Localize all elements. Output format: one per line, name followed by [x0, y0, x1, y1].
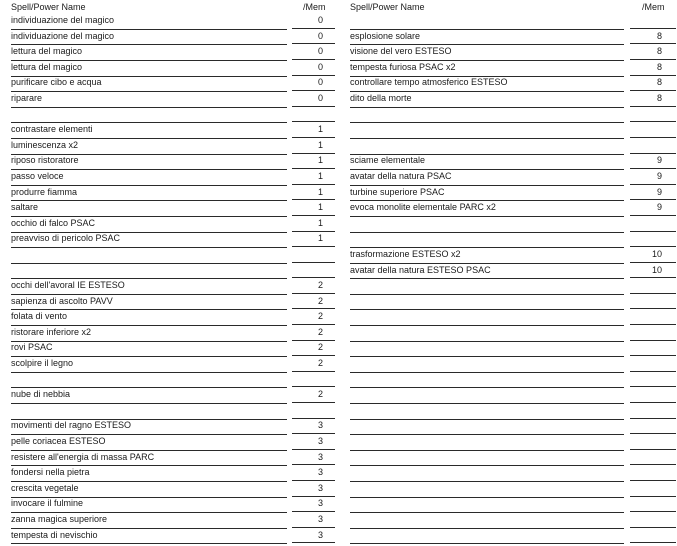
spell-mem-field[interactable]: 0	[292, 14, 335, 29]
spell-mem-field[interactable]: 0	[292, 92, 335, 107]
spell-mem-field[interactable]: 2	[292, 326, 335, 341]
spell-mem-field[interactable]	[630, 341, 676, 356]
spell-name-field[interactable]	[11, 373, 287, 389]
spell-name-field[interactable]: ristorare inferiore x2	[11, 326, 287, 342]
spell-mem-field[interactable]: 1	[292, 201, 335, 216]
spell-mem-field[interactable]: 8	[630, 92, 676, 107]
spell-mem-field[interactable]	[630, 388, 676, 403]
spell-name-field[interactable]: contrastare elementi	[11, 123, 287, 139]
spell-name-field[interactable]: purificare cibo e acqua	[11, 76, 287, 92]
spell-mem-field[interactable]: 2	[292, 279, 335, 294]
spell-mem-field[interactable]	[630, 404, 676, 419]
spell-name-field[interactable]: produrre fiamma	[11, 186, 287, 202]
spell-name-field[interactable]: lettura del magico	[11, 61, 287, 77]
header-mem-right: /Mem	[642, 2, 665, 12]
spell-name-field[interactable]: preavviso di pericolo PSAC	[11, 232, 287, 248]
spell-name-field[interactable]: tempesta di nevischio	[11, 529, 287, 545]
spell-name-field[interactable]	[350, 435, 624, 451]
spell-mem-field[interactable]: 2	[292, 357, 335, 372]
spell-name-field[interactable]	[350, 497, 624, 513]
spell-name-field[interactable]: sciame elementale	[350, 154, 624, 170]
spell-mem-field[interactable]: 1	[292, 186, 335, 201]
spell-mem-field[interactable]	[630, 295, 676, 310]
spell-mem-field[interactable]	[630, 373, 676, 388]
spell-name-field[interactable]	[350, 139, 624, 155]
spell-name-field[interactable]: avatar della natura ESTESO PSAC	[350, 264, 624, 280]
spell-name-field[interactable]: nube di nebbia	[11, 388, 287, 404]
spell-name-field[interactable]: sapienza di ascolto PAVV	[11, 295, 287, 311]
spell-mem-field[interactable]	[292, 264, 335, 279]
spell-mem-field[interactable]: 8	[630, 30, 676, 45]
spell-mem-field[interactable]	[292, 404, 335, 419]
spell-mem-field[interactable]: 2	[292, 341, 335, 356]
spell-name-field[interactable]: individuazione del magico	[11, 14, 287, 30]
spell-mem-field[interactable]: 8	[630, 45, 676, 60]
spell-name-field[interactable]	[350, 108, 624, 124]
spell-mem-field[interactable]	[630, 123, 676, 138]
spell-mem-field[interactable]	[630, 14, 676, 29]
spell-name-field[interactable]	[350, 357, 624, 373]
spell-mem-field[interactable]: 0	[292, 45, 335, 60]
spell-name-field[interactable]: occhio di falco PSAC	[11, 217, 287, 233]
spell-name-field[interactable]	[350, 326, 624, 342]
spell-mem-field[interactable]	[630, 139, 676, 154]
spell-mem-field[interactable]	[630, 310, 676, 325]
spell-name-field[interactable]	[350, 310, 624, 326]
spell-name-field[interactable]	[350, 232, 624, 248]
header-spell-name-left: Spell/Power Name	[11, 2, 86, 12]
spell-name-field[interactable]: esplosione solare	[350, 30, 624, 46]
spell-name-field[interactable]	[350, 513, 624, 529]
spell-mem-field[interactable]: 8	[630, 76, 676, 91]
spell-name-field[interactable]	[350, 529, 624, 545]
spell-mem-field[interactable]: 1	[292, 123, 335, 138]
spell-mem-field[interactable]: 10	[630, 264, 676, 279]
spell-name-field[interactable]: avatar della natura PSAC	[350, 170, 624, 186]
spell-mem-field[interactable]	[292, 373, 335, 388]
spell-name-field[interactable]	[350, 217, 624, 233]
spell-name-field[interactable]	[350, 482, 624, 498]
spell-name-field[interactable]: occhi dell'avoral IE ESTESO	[11, 279, 287, 295]
spell-name-field[interactable]: tempesta furiosa PSAC x2	[350, 61, 624, 77]
spell-mem-field[interactable]	[630, 497, 676, 512]
spell-name-field[interactable]: riposo ristoratore	[11, 154, 287, 170]
spell-name-field[interactable]	[11, 248, 287, 264]
spell-mem-field[interactable]	[630, 217, 676, 232]
spell-name-field[interactable]	[11, 108, 287, 124]
spell-name-field[interactable]: crescita vegetale	[11, 482, 287, 498]
spell-name-field[interactable]: controllare tempo atmosferico ESTESO	[350, 76, 624, 92]
spell-name-field[interactable]: trasformazione ESTESO x2	[350, 248, 624, 264]
spell-mem-field[interactable]: 1	[292, 232, 335, 247]
spell-mem-field[interactable]	[630, 326, 676, 341]
spell-name-field[interactable]: rovi PSAC	[11, 341, 287, 357]
spell-mem-field[interactable]	[630, 435, 676, 450]
spell-name-field[interactable]	[350, 466, 624, 482]
spell-mem-field[interactable]: 3	[292, 513, 335, 528]
spell-mem-field[interactable]: 1	[292, 217, 335, 232]
spell-mem-field[interactable]: 8	[630, 61, 676, 76]
spell-mem-field[interactable]: 10	[630, 248, 676, 263]
spell-mem-field[interactable]: 9	[630, 154, 676, 169]
spell-mem-field[interactable]: 3	[292, 497, 335, 512]
spell-name-field[interactable]: saltare	[11, 201, 287, 217]
spell-name-field[interactable]: evoca monolite elementale PARC x2	[350, 201, 624, 217]
spell-name-field[interactable]	[350, 341, 624, 357]
spell-mem-field[interactable]: 1	[292, 139, 335, 154]
spell-mem-field[interactable]: 3	[292, 482, 335, 497]
spell-mem-field[interactable]: 1	[292, 154, 335, 169]
spell-mem-field[interactable]: 9	[630, 186, 676, 201]
spell-mem-field[interactable]	[630, 466, 676, 481]
header-mem-left: /Mem	[303, 2, 326, 12]
spell-name-field[interactable]: scolpire il legno	[11, 357, 287, 373]
spell-mem-field[interactable]	[630, 279, 676, 294]
spell-mem-field[interactable]	[630, 357, 676, 372]
spell-mem-field[interactable]: 0	[292, 61, 335, 76]
spell-mem-field[interactable]	[630, 529, 676, 544]
spell-name-field[interactable]: pelle coriacea ESTESO	[11, 435, 287, 451]
spell-mem-field[interactable]	[630, 232, 676, 247]
spell-name-field[interactable]: turbine superiore PSAC	[350, 186, 624, 202]
spell-mem-field[interactable]	[630, 108, 676, 123]
spell-name-field[interactable]	[350, 373, 624, 389]
spell-name-field[interactable]: visione del vero ESTESO	[350, 45, 624, 61]
spell-name-field[interactable]	[350, 14, 624, 30]
spell-mem-field[interactable]: 9	[630, 201, 676, 216]
spell-name-field[interactable]: fondersi nella pietra	[11, 466, 287, 482]
spell-mem-field[interactable]: 3	[292, 435, 335, 450]
spell-name-field[interactable]	[350, 451, 624, 467]
spell-name-field[interactable]: luminescenza x2	[11, 139, 287, 155]
spell-name-field[interactable]	[350, 404, 624, 420]
spell-name-field[interactable]	[350, 388, 624, 404]
spell-name-field[interactable]: riparare	[11, 92, 287, 108]
spell-mem-field[interactable]: 1	[292, 170, 335, 185]
spell-name-field[interactable]: movimenti del ragno ESTESO	[11, 419, 287, 435]
spell-name-field[interactable]	[11, 264, 287, 280]
spell-mem-field[interactable]: 3	[292, 451, 335, 466]
spell-name-field[interactable]: invocare il fulmine	[11, 497, 287, 513]
spell-name-field[interactable]: passo veloce	[11, 170, 287, 186]
spell-mem-field[interactable]	[630, 451, 676, 466]
spell-name-field[interactable]	[11, 404, 287, 420]
spell-mem-field[interactable]: 3	[292, 466, 335, 481]
spell-mem-field[interactable]: 2	[292, 388, 335, 403]
spell-name-field[interactable]: individuazione del magico	[11, 30, 287, 46]
spell-mem-field[interactable]: 2	[292, 310, 335, 325]
spell-mem-field[interactable]: 3	[292, 419, 335, 434]
spell-name-field[interactable]: resistere all'energia di massa PARC	[11, 451, 287, 467]
spell-name-field[interactable]: lettura del magico	[11, 45, 287, 61]
spell-mem-field[interactable]	[292, 108, 335, 123]
spell-mem-field[interactable]: 3	[292, 529, 335, 544]
spell-mem-field[interactable]	[630, 482, 676, 497]
spell-mem-field[interactable]: 9	[630, 170, 676, 185]
spell-name-field[interactable]: zanna magica superiore	[11, 513, 287, 529]
header-spell-name-right: Spell/Power Name	[350, 2, 425, 12]
spell-mem-field[interactable]	[630, 419, 676, 434]
spell-mem-field[interactable]	[292, 248, 335, 263]
spell-mem-field[interactable]: 0	[292, 30, 335, 45]
spell-name-field[interactable]: dito della morte	[350, 92, 624, 108]
spell-name-field[interactable]: folata di vento	[11, 310, 287, 326]
spell-name-field[interactable]	[350, 123, 624, 139]
spell-mem-field[interactable]	[630, 513, 676, 528]
spell-name-field[interactable]	[350, 295, 624, 311]
spell-name-field[interactable]	[350, 419, 624, 435]
spell-name-field[interactable]	[350, 279, 624, 295]
spell-mem-field[interactable]: 0	[292, 76, 335, 91]
spell-mem-field[interactable]: 2	[292, 295, 335, 310]
